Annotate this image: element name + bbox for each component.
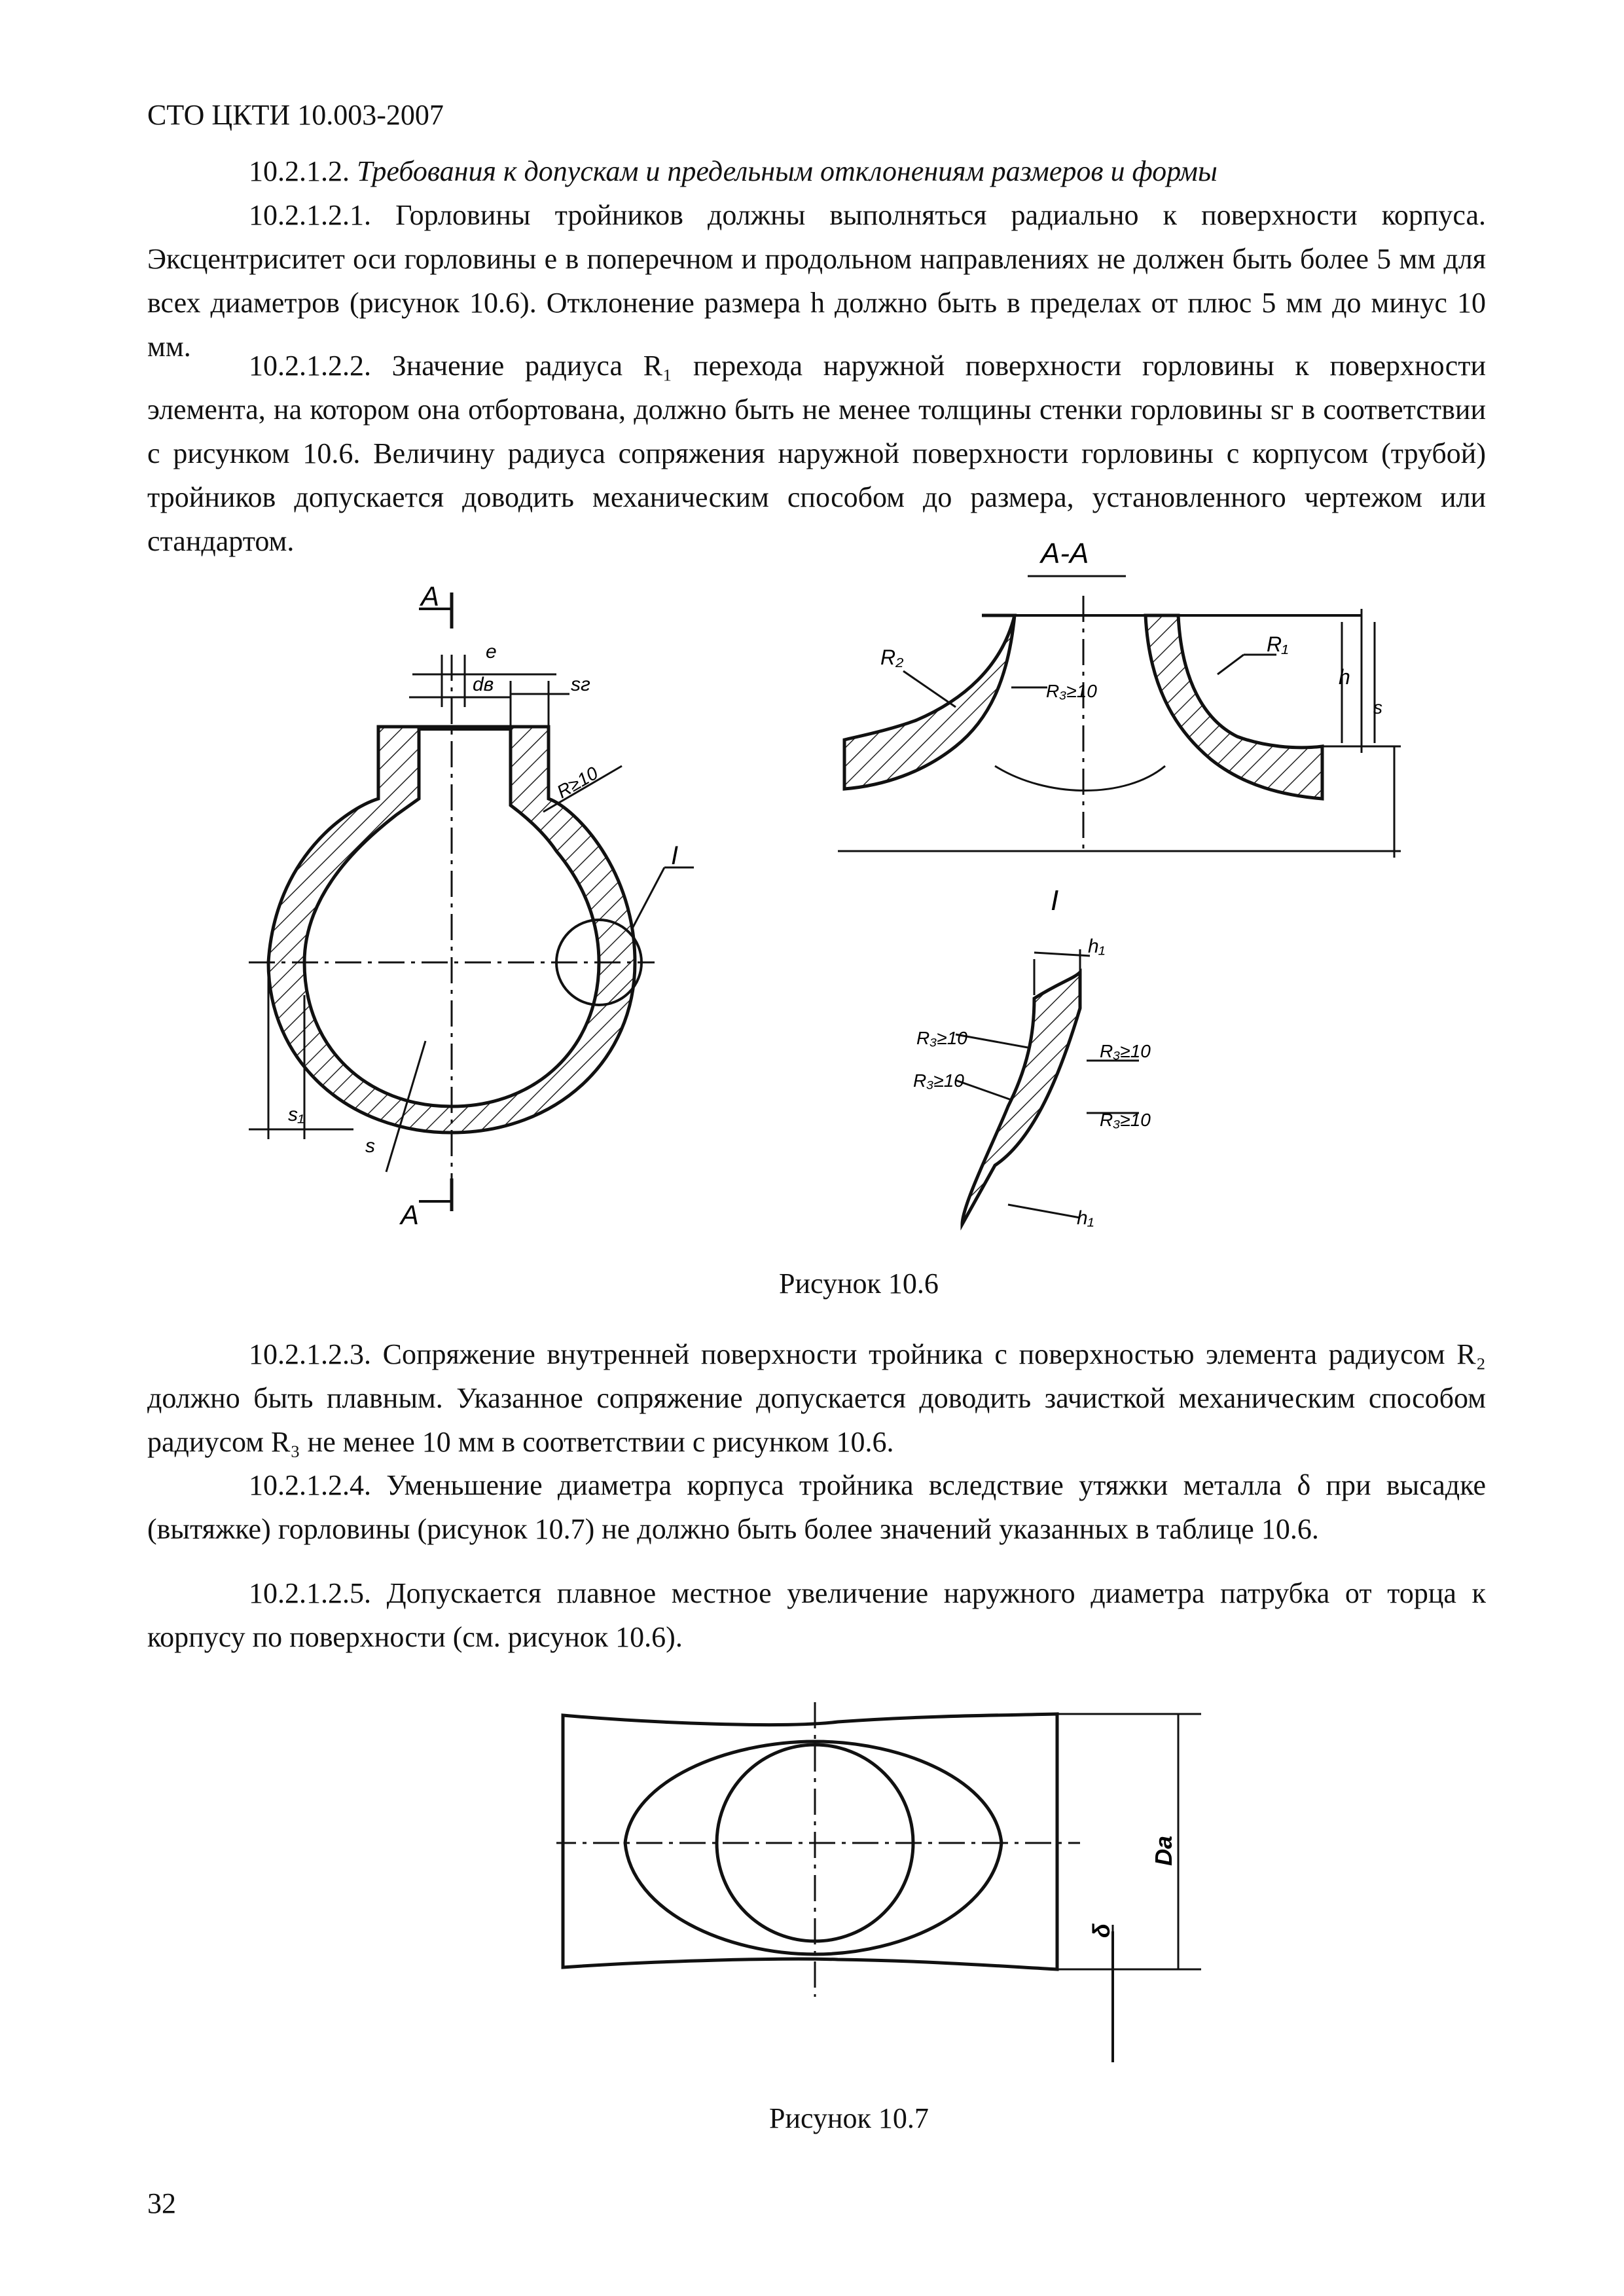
figure-10-6-caption: Рисунок 10.6 xyxy=(779,1267,939,1300)
dim-r2-label: R₂ xyxy=(880,646,904,669)
cut-label-top: А xyxy=(421,581,440,611)
section-heading: 10.2.1.2. Требования к допускам и предельным отклонениям размеров и формы xyxy=(249,155,1218,187)
dim-s1-label: s₁ xyxy=(288,1104,304,1125)
dim-r3-label: R₃≥10 xyxy=(1046,681,1097,701)
paragraph-10-2-1-2-1: 10.2.1.2.1. Горловины тройников должны выполняться радиально к поверхности корпуса. Эксцентриситет оси горловины e в поперечном и продольном направлениях не должен быть более 5 мм для всех диаметров (рисунок 10.6). Отклонение размера h должно быть в пределах от плюс 5 мм до минус 10 мм. xyxy=(147,199,1486,363)
paragraph-10-2-1-2-3: 10.2.1.2.3. Сопряжение внутренней поверхности тройника с поверхностью элемента радиусом R₂ должно быть плавным. Указанное сопряжение допускается доводить зачисткой механическим способом радиусом R₃ не менее 10 мм в соответствии с рисунком 10.6. xyxy=(147,1338,1486,1458)
dim-r1-label: R₁ xyxy=(1267,632,1289,656)
figure-10-7-caption: Рисунок 10.7 xyxy=(769,2102,929,2134)
dim-r-label: R≥10 xyxy=(553,762,602,803)
dim-r3-left-a: R₃≥10 xyxy=(916,1028,967,1048)
dim-r3-right-b: R₃≥10 xyxy=(1100,1110,1151,1130)
dim-e-label: e xyxy=(486,641,497,663)
detail-marker: I xyxy=(671,841,679,870)
dim-sg-label: sг xyxy=(571,674,590,695)
paragraph-10-2-1-2-4: 10.2.1.2.4. Уменьшение диаметра корпуса тройника вследствие утяжки металла δ при высадке (вытяжке) горловины (рисунок 10.7) не должно быть более значений указанных в таблице 10.6. xyxy=(147,1469,1486,1545)
dim-dv-label: dв xyxy=(473,674,494,695)
cut-label-bottom: А xyxy=(401,1199,420,1230)
dim-h-label: h xyxy=(1339,665,1350,689)
figure-10-7 xyxy=(556,1689,1244,2082)
paragraph-10-2-1-2-2: 10.2.1.2.2. Значение радиуса R₁ перехода наружной поверхности горловины к поверхности элемента, на котором она отбортована, должно быть не менее толщины стенки горловины sг в соответствии с рисунком 10.6. Величину радиуса сопряжения наружной поверхности горловины с корпусом (трубой) тройников допускается доводить механическим способом до размера, установленного чертежом или стандартом. xyxy=(147,350,1486,557)
page-number: 32 xyxy=(147,2187,176,2219)
dim-h1-label: h₁ xyxy=(1088,936,1106,957)
detail-title: I xyxy=(1051,884,1059,917)
dim-delta-label: δ xyxy=(1088,1923,1115,1938)
dim-s-label: s xyxy=(365,1135,375,1157)
dim-r3-left-b: R₃≥10 xyxy=(913,1070,964,1091)
tee-cross-section-view xyxy=(249,592,694,1211)
dim-h1-bottom-label: h₁ xyxy=(1077,1207,1094,1229)
figure-10-6 xyxy=(223,524,1427,1244)
detail-i-view xyxy=(956,949,1139,1224)
dim-r3-right-a: R₃≥10 xyxy=(1100,1041,1151,1061)
dim-s-section-label: s xyxy=(1373,697,1382,718)
tee-top-view xyxy=(556,1702,1201,2062)
document-header: СТО ЦКТИ 10.003-2007 xyxy=(147,99,444,131)
dim-da-label: Dа xyxy=(1150,1835,1177,1866)
paragraph-10-2-1-2-5: 10.2.1.2.5. Допускается плавное местное увеличение наружного диаметра патрубка от торца к корпусу по поверхности (см. рисунок 10.6). xyxy=(147,1577,1486,1653)
section-aa-label: А-А xyxy=(1041,538,1089,570)
section-a-a-view xyxy=(838,596,1401,858)
